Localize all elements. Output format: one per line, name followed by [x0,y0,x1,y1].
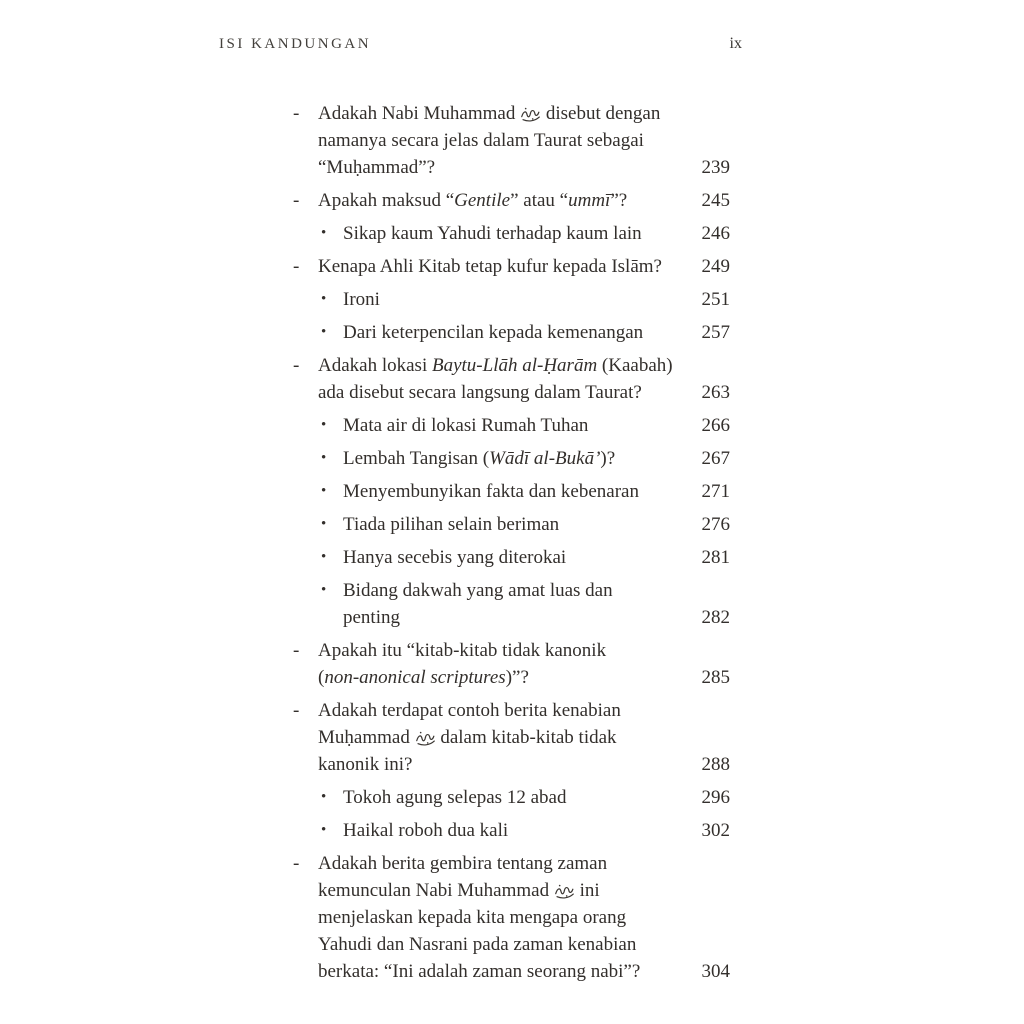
toc-entry-page-number: 267 [701,448,730,469]
bullet-marker: • [321,789,327,805]
toc-entry-line: kemunculan Nabi Muhammad ini [318,880,600,901]
toc-entry-page-number: 302 [701,820,730,841]
toc-entry-title [318,850,684,985]
toc-entry [293,253,730,280]
toc-entry-title [318,637,684,691]
dash-marker: - [293,190,300,211]
toc-entry-line: Lembah Tangisan (Wādī al-Bukā’)? [343,448,616,469]
toc-entry [293,286,730,313]
toc-entry-page-number: 288 [701,754,730,775]
toc-entry-page-number: 281 [701,547,730,568]
toc-entry-title [343,544,684,571]
toc-entry-title [343,784,684,811]
toc-entry [293,784,730,811]
toc-entry-line: Bidang dakwah yang amat luas dan [343,580,613,601]
toc-entry-line: Adakah berita gembira tentang zaman [318,853,608,874]
toc-entry-title [318,697,684,778]
toc-entry-line: “Muḥammad”? [318,157,436,178]
dash-marker: - [293,256,300,277]
table-of-contents [293,100,730,991]
toc-entry-page-number: 296 [701,787,730,808]
toc-entry-line: Adakah Nabi Muhammad disebut dengan [318,103,661,124]
toc-entry [293,352,730,406]
toc-entry-page-number: 257 [701,322,730,343]
toc-entry-line: Mata air di lokasi Rumah Tuhan [343,415,589,436]
toc-entry [293,187,730,214]
bullet-marker: • [321,549,327,565]
folio-page-number: ix [729,35,742,52]
toc-entry [293,697,730,778]
toc-entry-page-number: 246 [701,223,730,244]
dash-marker: - [293,103,300,124]
toc-entry-line: Tokoh agung selepas 12 abad [343,787,567,808]
toc-entry-line: Haikal roboh dua kali [343,820,509,841]
toc-entry-line: namanya secara jelas dalam Taurat sebagai [318,130,644,151]
pbuh-calligraphy-icon [415,730,436,746]
bullet-marker: • [321,483,327,499]
toc-entry-title [318,187,684,214]
toc-entry-line: Ironi [343,289,380,310]
bullet-marker: • [321,417,327,433]
toc-entry-line: Apakah maksud “Gentile” atau “ummī”? [318,190,628,211]
toc-entry [293,511,730,538]
toc-entry-page-number: 282 [701,607,730,628]
toc-entry-page-number: 245 [701,190,730,211]
toc-entry-title [318,100,684,181]
dash-marker: - [293,853,300,874]
toc-entry-title [318,253,684,280]
toc-entry-title [343,478,684,505]
bullet-marker: • [321,822,327,838]
pbuh-calligraphy-icon [554,883,575,899]
toc-entry [293,478,730,505]
toc-entry-line: Yahudi dan Nasrani pada zaman kenabian [318,934,637,955]
toc-entry [293,817,730,844]
dash-marker: - [293,640,300,661]
toc-entry-line: Kenapa Ahli Kitab tetap kufur kepada Islām? [318,256,662,277]
toc-entry-title [343,412,684,439]
toc-entry-title [343,511,684,538]
bullet-marker: • [321,450,327,466]
toc-entry-line: Dari keterpencilan kepada kemenangan [343,322,644,343]
toc-entry-line: Hanya secebis yang diterokai [343,547,567,568]
toc-entry-page-number: 304 [701,961,730,982]
toc-entry [293,412,730,439]
toc-entry [293,220,730,247]
toc-entry [293,445,730,472]
toc-entry-line: Menyembunyikan fakta dan kebenaran [343,481,639,502]
toc-entry-line: (non-anonical scriptures)”? [318,667,529,688]
toc-entry-page-number: 263 [701,382,730,403]
toc-entry-page-number: 276 [701,514,730,535]
toc-entry-line: Adakah terdapat contoh berita kenabian [318,700,621,721]
toc-entry-page-number: 266 [701,415,730,436]
pbuh-calligraphy-icon [520,106,541,122]
toc-entry [293,319,730,346]
toc-entry-title [343,319,684,346]
toc-entry [293,544,730,571]
toc-entry-line: Muḥammad dalam kitab-kitab tidak [318,727,617,748]
toc-entry-page-number: 249 [701,256,730,277]
toc-entry [293,637,730,691]
toc-entry [293,100,730,181]
toc-entry-page-number: 239 [701,157,730,178]
toc-entry [293,850,730,985]
toc-entry-line: menjelaskan kepada kita mengapa orang [318,907,627,928]
toc-entry-title [343,577,684,631]
bullet-marker: • [321,516,327,532]
toc-entry-title [343,445,684,472]
toc-entry-page-number: 271 [701,481,730,502]
toc-entry [293,577,730,631]
toc-entry-line: Adakah lokasi Baytu-Llāh al-Ḥarām (Kaabah) [318,355,673,376]
toc-entry-line: Sikap kaum Yahudi terhadap kaum lain [343,223,642,244]
toc-entry-line: penting [343,607,400,628]
dash-marker: - [293,700,300,721]
running-head-title: ISI KANDUNGAN [219,36,372,52]
toc-entry-page-number: 285 [701,667,730,688]
bullet-marker: • [321,225,327,241]
toc-entry-line: berkata: “Ini adalah zaman seorang nabi”? [318,961,641,982]
bullet-marker: • [321,582,327,598]
toc-entry-line: ada disebut secara langsung dalam Taurat? [318,382,642,403]
toc-entry-line: Tiada pilihan selain beriman [343,514,560,535]
toc-entry-page-number: 251 [701,289,730,310]
toc-entry-title [343,817,684,844]
toc-entry-line: kanonik ini? [318,754,413,775]
toc-entry-title [343,220,684,247]
toc-entry-title [343,286,684,313]
dash-marker: - [293,355,300,376]
bullet-marker: • [321,291,327,307]
toc-entry-title [318,352,684,406]
bullet-marker: • [321,324,327,340]
toc-entry-line: Apakah itu “kitab-kitab tidak kanonik [318,640,607,661]
